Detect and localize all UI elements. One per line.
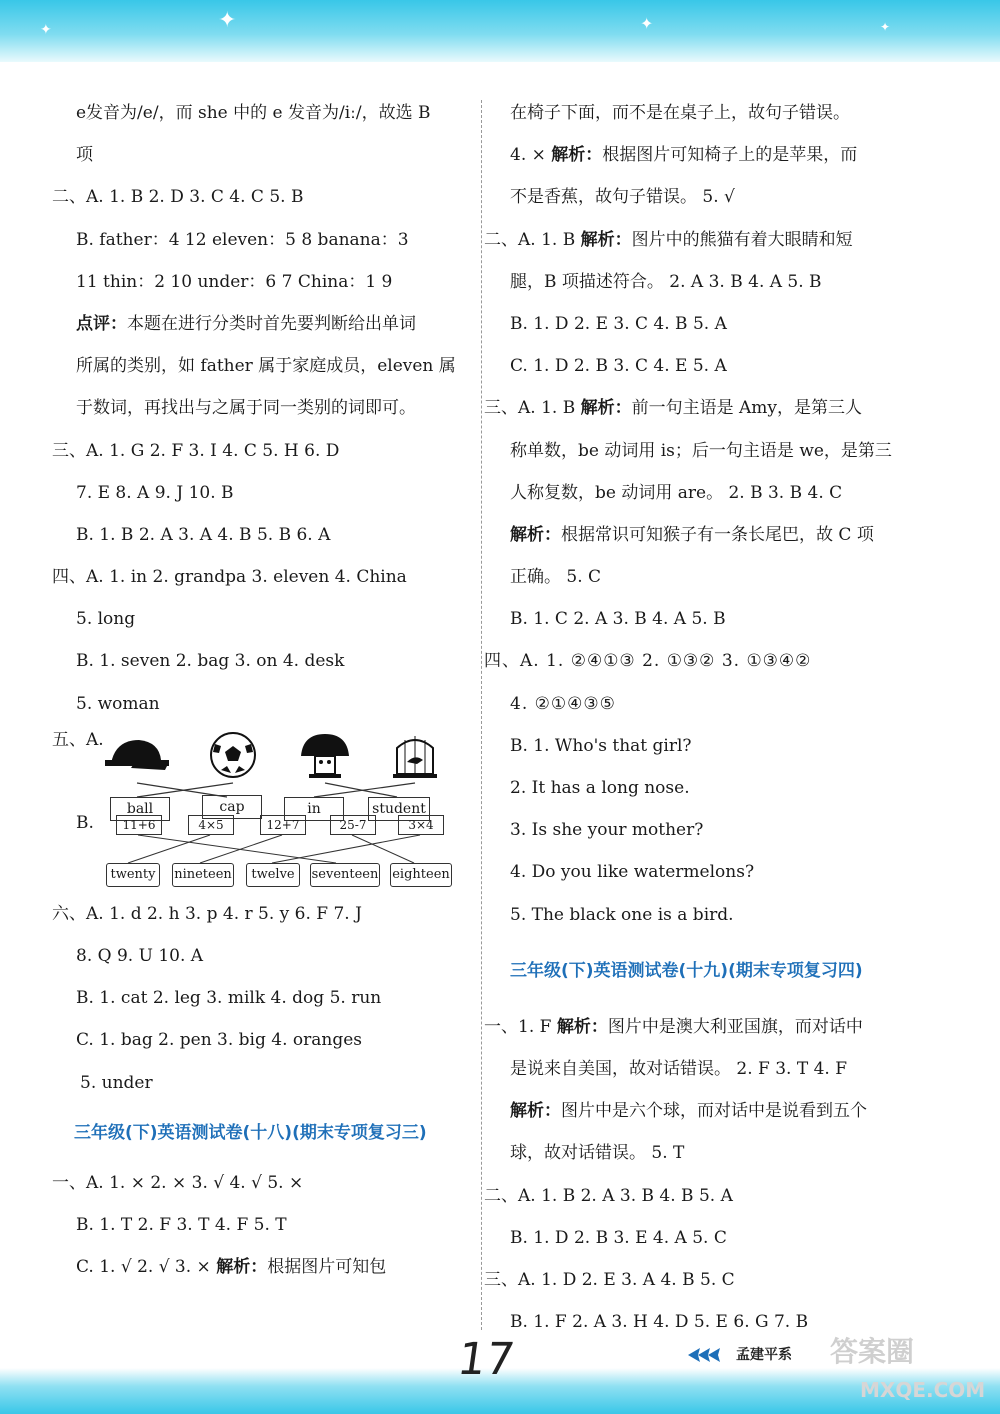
- answer-line: [52, 303, 462, 345]
- analysis-text: 根据图片可知椅子上的是苹果，而: [602, 145, 858, 166]
- right-column: [484, 92, 905, 1343]
- answer-line: 球，故对话错误。 5. T: [510, 1143, 685, 1164]
- answer-line: 7. E 8. A 9. J 10. B: [76, 482, 234, 503]
- answer-line: 5. woman: [76, 693, 160, 714]
- equation-box: 3×4: [398, 815, 444, 835]
- number-word-box: nineteen: [172, 863, 234, 887]
- answer-line: 二、A. 1. B 2. D 3. C 4. C 5. B: [52, 187, 304, 208]
- answer-line: e发音为/e/，而 she 中的 e 发音为/iː/，故选 B: [76, 103, 431, 123]
- question-label: 五、A.: [52, 729, 104, 750]
- answer-text: C. 1. √ 2. √ 3. ×: [76, 1257, 217, 1278]
- question-label: B.: [76, 812, 94, 833]
- analysis-label: 解析：: [580, 229, 632, 250]
- answer-line: [510, 1090, 905, 1132]
- answer-line: B. father：4 12 eleven：5 8 banana：3: [76, 229, 409, 250]
- watermark-logo: 答案圈: [830, 1335, 915, 1368]
- answer-text: 一、1. F: [484, 1016, 557, 1037]
- answer-line: [510, 514, 905, 556]
- answer-line: 称单数，be 动词用 is；后一句主语是 we，是第三: [510, 440, 892, 461]
- analysis-label: 解析：: [510, 524, 561, 545]
- analysis-label: 解析：: [580, 398, 632, 419]
- answer-text: 4. ×: [510, 145, 552, 166]
- comment-label: 点评：: [76, 313, 127, 334]
- answer-line: B. 1. seven 2. bag 3. on 4. desk: [76, 651, 345, 672]
- number-word-box: seventeen: [310, 863, 380, 887]
- answer-line: 8. Q 9. U 10. A: [76, 946, 204, 966]
- sparkle-icon: ✦: [40, 22, 52, 38]
- equation-box: 12+7: [260, 815, 306, 835]
- section-title: 三年级(下)英语测试卷(十九)(期末专项复习四): [510, 960, 863, 981]
- answer-line: 一、A. 1. × 2. × 3. √ 4. √ 5. ×: [52, 1172, 304, 1193]
- number-word-box: twelve: [246, 863, 300, 887]
- answer-line: 二、A. 1. B 2. A 3. B 4. B 5. A: [484, 1185, 733, 1206]
- answer-line: [484, 387, 905, 429]
- word-box: cap: [202, 795, 262, 819]
- analysis-text: 根据图片可知包: [267, 1257, 387, 1278]
- answer-line: 四、A. 1. in 2. grandpa 3. eleven 4. China: [52, 567, 407, 588]
- answer-line: 于数词，再找出与之属于同一类别的词即可。: [76, 398, 416, 419]
- number-word-box: twenty: [106, 863, 160, 887]
- answer-line: 2. It has a long nose.: [510, 778, 690, 798]
- watermark-url: MXQE.COM: [860, 1378, 986, 1402]
- analysis-text: 图片中的熊猫有着大眼睛和短: [631, 229, 853, 250]
- answer-line: 4. Do you like watermelons?: [510, 862, 755, 883]
- answer-line: 三、A. 1. D 2. E 3. A 4. B 5. C: [484, 1269, 735, 1290]
- answer-line: [484, 1006, 905, 1048]
- top-decorative-band: [0, 0, 1000, 62]
- answer-line: B. 1. B 2. A 3. A 4. B 5. B 6. A: [76, 524, 331, 545]
- answer-line: [510, 134, 905, 176]
- answer-line: 不是香蕉，故句子错误。 5. √: [510, 187, 735, 208]
- analysis-text: 根据常识可知猴子有一条长尾巴，故 C 项: [561, 524, 874, 545]
- picture-matching-a: [52, 725, 462, 817]
- answer-text: 三、A. 1. B: [484, 398, 581, 419]
- answer-line: 5. The black one is a bird.: [510, 904, 734, 925]
- answer-line: C. 1. D 2. B 3. C 4. E 5. A: [510, 356, 727, 377]
- analysis-label: 解析：: [551, 145, 603, 166]
- answer-line: 项: [76, 145, 93, 166]
- answer-line: 四、A. 1. ②④①③ 2. ①③② 3. ①③④②: [484, 651, 812, 672]
- analysis-text: 图片中是六个球，而对话中是说看到五个: [561, 1101, 867, 1122]
- word-box: ball: [110, 797, 170, 821]
- answer-line: B. 1. D 2. E 3. C 4. B 5. A: [510, 313, 727, 334]
- section-title: 三年级(下)英语测试卷(十八)(期末专项复习三): [74, 1122, 427, 1143]
- answer-line: 六、A. 1. d 2. h 3. p 4. r 5. y 6. F 7. J: [52, 903, 362, 924]
- equation-box: 11+6: [116, 815, 162, 835]
- sparkle-icon: ✦: [880, 20, 891, 34]
- equation-box: 4×5: [188, 815, 234, 835]
- answer-line: [484, 219, 905, 261]
- answer-line: 三、A. 1. G 2. F 3. I 4. C 5. H 6. D: [52, 440, 340, 461]
- sparkle-icon: ✦: [218, 8, 237, 33]
- equation-box: 25-7: [330, 815, 376, 835]
- answer-line: C. 1. bag 2. pen 3. big 4. oranges: [76, 1030, 363, 1051]
- comment-text: 本题在进行分类时首先要判断给出单词: [127, 313, 416, 334]
- answer-line: [52, 1246, 462, 1288]
- answer-line: 5. under: [80, 1072, 153, 1093]
- word-box: in: [284, 797, 344, 821]
- answer-line: B. 1. C 2. A 3. B 4. A 5. B: [510, 609, 726, 630]
- left-column: [52, 92, 462, 1288]
- arrow-icon: [686, 1346, 726, 1364]
- equation-matching-b: [52, 809, 462, 893]
- page-number: 17: [454, 1334, 518, 1385]
- answer-line: 是说来自美国，故对话错误。 2. F 3. T 4. F: [510, 1058, 848, 1079]
- column-divider: [481, 100, 482, 1330]
- answer-line: 正确。 5. C: [510, 567, 602, 588]
- answer-line: B. 1. T 2. F 3. T 4. F 5. T: [76, 1214, 287, 1235]
- answer-line: 人称复数，be 动词用 are。 2. B 3. B 4. C: [510, 482, 843, 503]
- answer-line: B. 1. cat 2. leg 3. milk 4. dog 5. run: [76, 988, 382, 1009]
- answer-line: B. 1. Who's that girl?: [510, 735, 692, 756]
- analysis-label: 解析：: [556, 1016, 608, 1037]
- analysis-text: 前一句主语是 Amy，是第三人: [631, 398, 863, 419]
- answer-line: 4. ②①④③⑤: [510, 693, 616, 714]
- answer-line: 腿，B 项描述符合。 2. A 3. B 4. A 5. B: [510, 271, 822, 292]
- answer-text: 二、A. 1. B: [484, 229, 581, 250]
- answer-line: 3. Is she your mother?: [510, 820, 704, 841]
- answer-line: B. 1. F 2. A 3. H 4. D 5. E 6. G 7. B: [510, 1312, 809, 1333]
- answer-line: 所属的类别，如 father 属于家庭成员，eleven 属: [76, 356, 456, 377]
- brand-text: 孟建平系: [736, 1347, 792, 1363]
- answer-line: 在椅子下面，而不是在桌子上，故句子错误。: [510, 103, 850, 123]
- analysis-label: 解析：: [216, 1257, 268, 1278]
- sparkle-icon: ✦: [640, 14, 654, 33]
- answer-line: B. 1. D 2. B 3. E 4. A 5. C: [510, 1227, 727, 1248]
- analysis-label: 解析：: [510, 1101, 561, 1122]
- analysis-text: 图片中是澳大利亚国旗，而对话中: [607, 1016, 863, 1037]
- number-word-box: eighteen: [390, 863, 452, 887]
- answer-line: 11 thin：2 10 under：6 7 China：1 9: [76, 271, 393, 292]
- word-box: student: [368, 797, 430, 821]
- answer-line: 5. long: [76, 609, 136, 630]
